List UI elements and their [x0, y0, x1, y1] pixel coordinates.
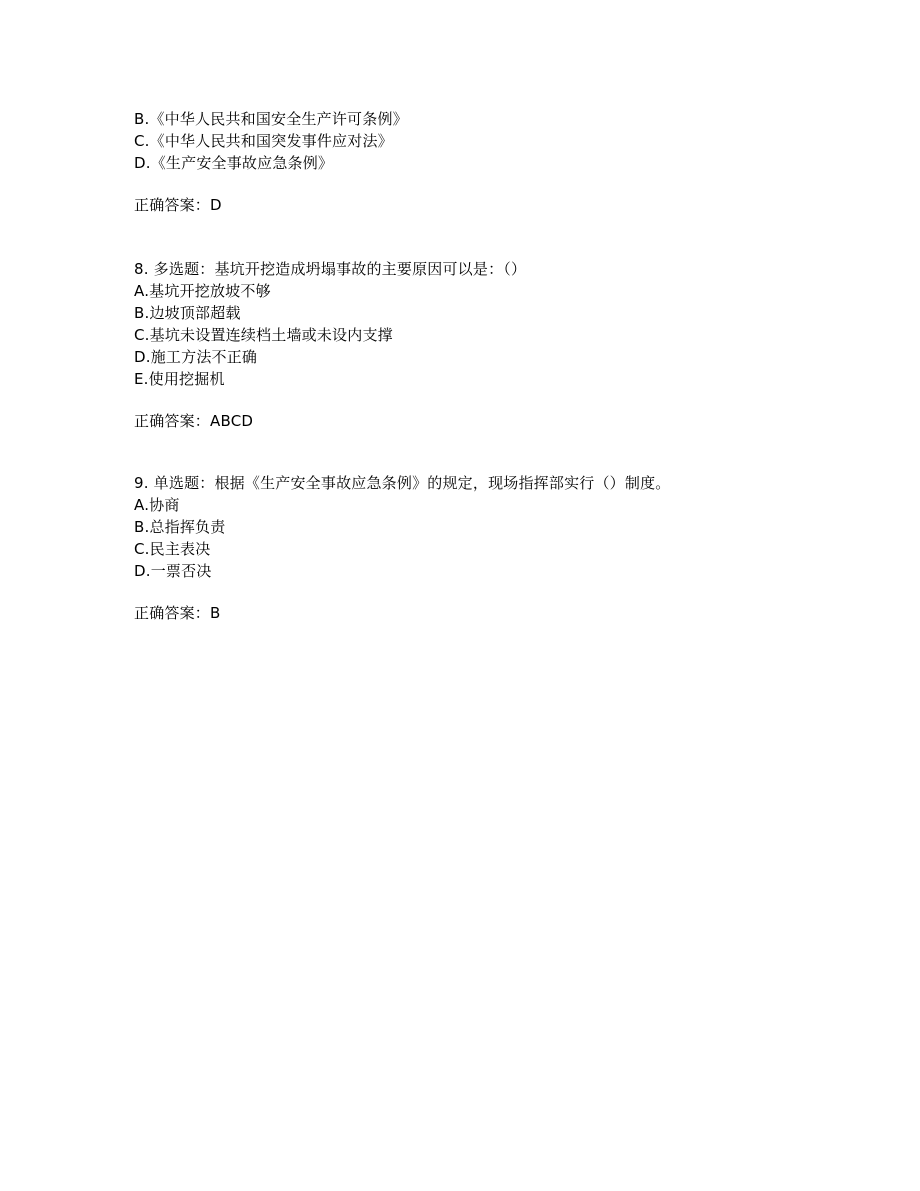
option-d: D.《生产安全事故应急条例》 — [134, 154, 334, 172]
option-c: C.《中华人民共和国突发事件应对法》 — [134, 132, 393, 150]
option-d: D.一票否决 — [134, 562, 212, 580]
option-e: E.使用挖掘机 — [134, 370, 225, 388]
question-7-tail — [134, 108, 408, 216]
option-b: B.边坡顶部超载 — [134, 304, 241, 322]
question-text: 8. 多选题：基坑开挖造成坍塌事故的主要原因可以是：（） — [134, 260, 527, 278]
option-a: A.协商 — [134, 496, 180, 514]
question-9 — [134, 472, 670, 624]
correct-answer: 正确答案：B — [134, 604, 221, 622]
correct-answer: 正确答案：ABCD — [134, 412, 254, 430]
option-a: A.基坑开挖放坡不够 — [134, 282, 271, 300]
option-b: B.总指挥负责 — [134, 518, 226, 536]
option-d: D.施工方法不正确 — [134, 348, 258, 366]
option-c: C.基坑未设置连续档土墙或未设内支撑 — [134, 326, 393, 344]
question-text: 9. 单选题：根据《生产安全事故应急条例》的规定，现场指挥部实行（）制度。 — [134, 474, 671, 492]
question-8 — [134, 258, 526, 432]
option-b: B.《中华人民共和国安全生产许可条例》 — [134, 110, 408, 128]
option-c: C.民主表决 — [134, 540, 211, 558]
correct-answer: 正确答案：D — [134, 196, 222, 214]
